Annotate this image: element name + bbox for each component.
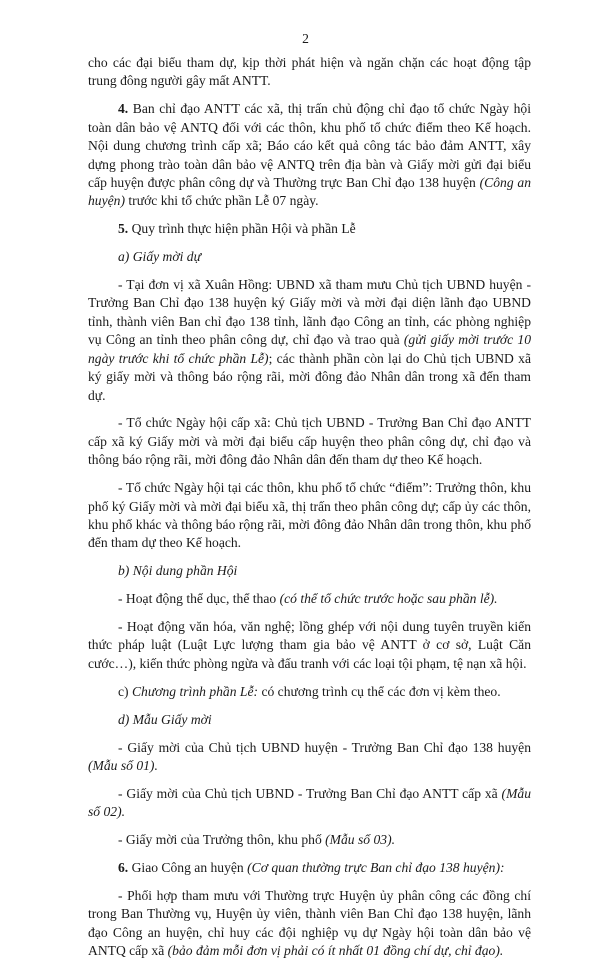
subheading-noi-dung-hoi: b) Nội dung phần Hội <box>118 563 238 579</box>
paragraph-item-5: 5. Quy trình thực hiện phần Hội và phần Lễ <box>118 221 356 237</box>
subheading-giay-moi: a) Giấy mời dự <box>118 249 202 265</box>
paragraph-continuation: cho các đại biểu tham dự, kịp thời phát hiện và ngăn chặn các hoạt động tập trung đông người gây mất ANTT. <box>88 55 531 89</box>
page-number: 2 <box>302 31 309 46</box>
paragraph-van-hoa: - Hoạt động văn hóa, văn nghệ; lồng ghép với nội dung tuyên truyền kiến thức pháp luật (Luật Lực lượng tham gia bảo vệ ANTT ở cơ sở, Luật Căn cước…), kiến thức phòng ngừa và đấu tranh với các loại tội phạm, tệ nạn xã hội. <box>88 619 531 671</box>
document-body <box>88 54 531 970</box>
item-number: 6. <box>118 860 129 876</box>
paragraph-thon-khu-pho: - Tổ chức Ngày hội tại các thôn, khu phố tổ chức “điểm”: Trưởng thôn, khu phố ký Giấy mời và mời đại biểu xã, thị trấn theo phân công dự; cấp ủy các thôn, khu phố khác và thông báo rộng rãi, mời đông đảo Nhân dân trong thôn, khu phố đến tham dự theo Kế hoạch. <box>88 480 531 551</box>
paragraph-item-6: 6. Giao Công an huyện (Cơ quan thường trực Ban chỉ đạo 138 huyện): <box>118 860 505 876</box>
paragraph-cap-xa: - Tổ chức Ngày hội cấp xã: Chủ tịch UBND - Trưởng Ban Chỉ đạo ANTT cấp xã ký Giấy mời và mời đại biểu cấp huyện theo phân công dự, chỉ đạo và thông báo rộng rãi, mời đông đảo Nhân dân đến tham dự theo Kế hoạch. <box>88 415 531 468</box>
paragraph-phoi-hop: - Phối hợp tham mưu với Thường trực Huyện ủy phân công các đồng chí trong Ban Thường vụ, Huyện ủy viên, thành viên Ban Chỉ đạo 138 huyện, lãnh đạo Công an huyện, chỉ huy các đội nghiệp vụ dự Ngày hội toàn dân bảo vệ ANTQ cấp xã (bảo đảm mỗi đơn vị phải có ít nhất 01 đồng chí dự, chỉ đạo). <box>88 888 531 959</box>
paragraph-mau-02: - Giấy mời của Chủ tịch UBND - Trưởng Ban Chỉ đạo ANTT cấp xã (Mẫu số 02). <box>88 785 531 820</box>
item-number: 4. <box>118 101 129 117</box>
subheading-mau-giay-moi: d) Mẫu Giấy mời <box>118 711 212 727</box>
paragraph-chuong-trinh-le: c) Chương trình phần Lễ: có chương trình cụ thể các đơn vị kèm theo. <box>118 683 501 699</box>
paragraph-the-thao: - Hoạt động thể dục, thể thao (có thể tổ chức trước hoặc sau phần lễ). <box>118 591 498 607</box>
paragraph-item-4: 4. Ban chỉ đạo ANTT các xã, thị trấn chủ động chỉ đạo tổ chức Ngày hội toàn dân bảo vệ ANTQ đối với các thôn, khu phố tổ chức điểm theo Kế hoạch. Nội dung chương trình cấp xã; Báo cáo kết quả công tác bảo đảm ANTT, xây dựng phong trào toàn dân bảo vệ ANTQ trên địa bàn và Giấy mời gửi đại biểu cấp huyện được phân công dự và Thường trực Ban Chỉ đạo 138 huyện (Công an huyện) trước khi tổ chức phần Lễ 07 ngày. <box>88 101 531 209</box>
paragraph-mau-03: - Giấy mời của Trưởng thôn, khu phố (Mẫu số 03). <box>118 832 396 848</box>
item-number: 5. <box>118 221 129 237</box>
paragraph-mau-01: - Giấy mời của Chủ tịch UBND huyện - Trưởng Ban Chỉ đạo 138 huyện (Mẫu số 01). <box>88 739 531 773</box>
paragraph-xuan-hong: - Tại đơn vị xã Xuân Hồng: UBND xã tham mưu Chủ tịch UBND huyện - Trưởng Ban Chỉ đạo 138 huyện ký Giấy mời và mời đại diện lãnh đạo UBND tỉnh, thành viên Ban chỉ đạo 138 tỉnh, lãnh đạo Công an tỉnh, các phòng nghiệp vụ Công an tỉnh theo phân công dự, chỉ đạo và trao quà (gửi giấy mời trước 10 ngày trước khi tổ chức phần Lễ); các thành phần còn lại do Chủ tịch UBND xã ký giấy mời và thông báo rộng rãi, mời đông đảo Nhân dân trong xã đến tham dự. <box>88 277 531 403</box>
